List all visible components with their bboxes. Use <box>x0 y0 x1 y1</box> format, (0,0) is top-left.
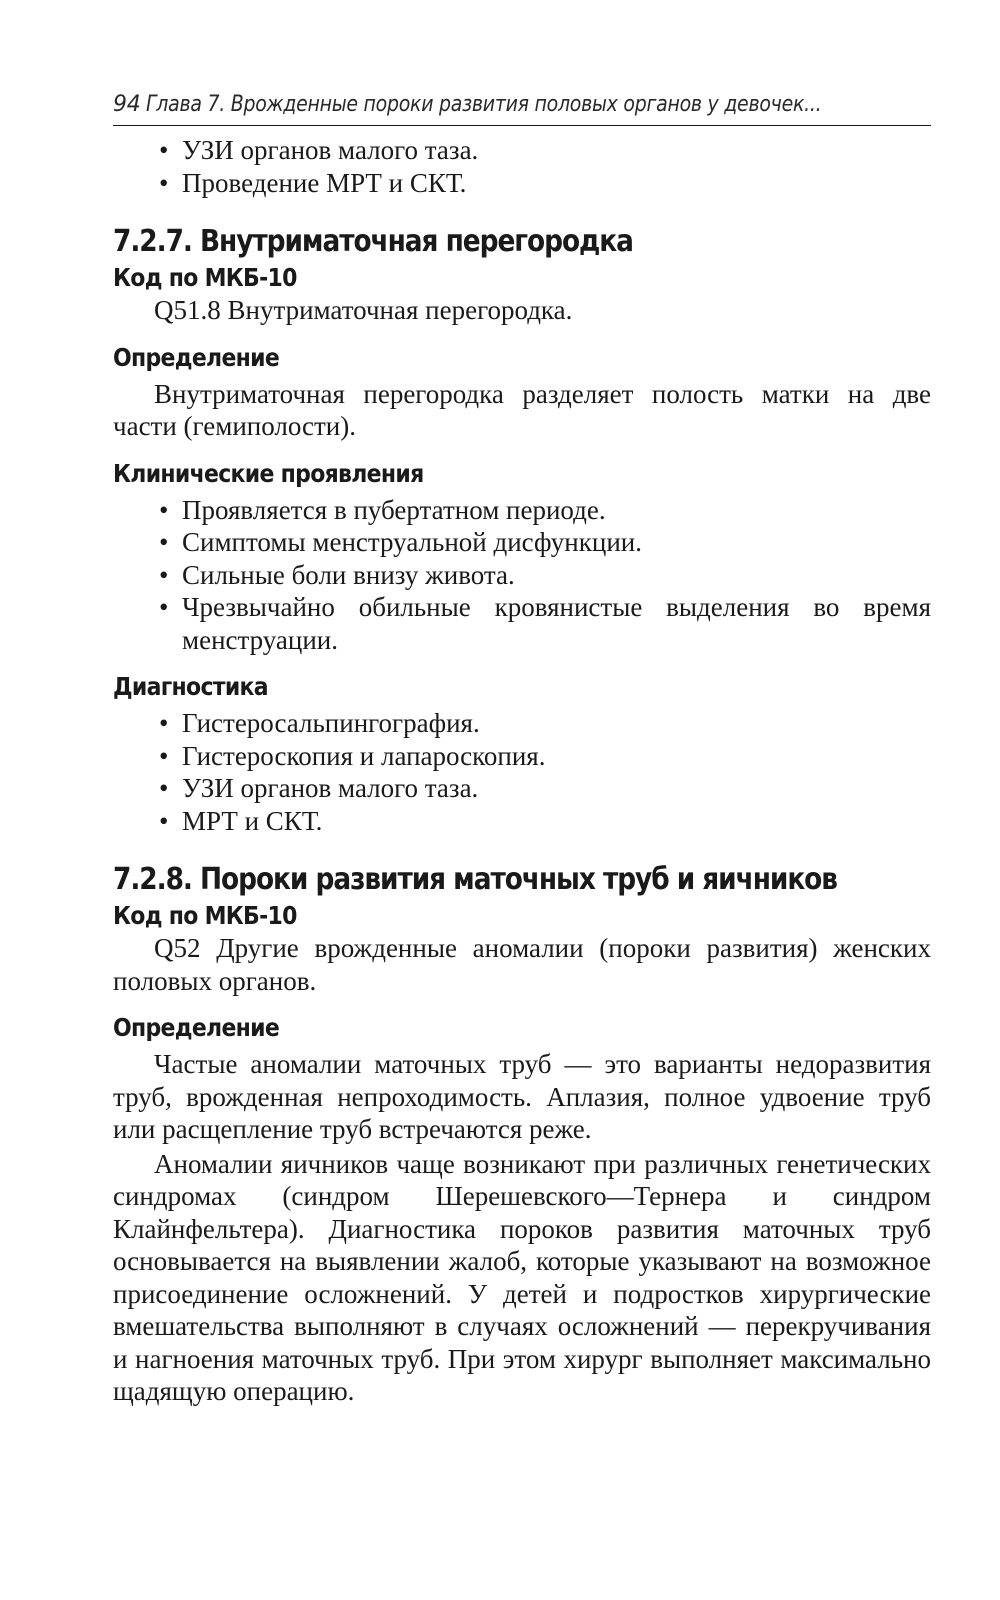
list-item: • Чрезвычайно обильные кровянистые выделения во время менструации. <box>113 591 931 656</box>
book-page <box>113 92 931 1408</box>
section-728-paragraph-1: Частые аномалии маточных труб — это варианты недоразвития труб, врожденная непроходимость. Аплазия, полное удвоение труб или расщепление труб встречаются реже. <box>113 1049 931 1144</box>
section-727-title: 7.2.7. Внутриматочная перегородка <box>113 224 633 259</box>
section-727-code-text: Q51.8 Внутриматочная перегородка. <box>154 295 573 325</box>
list-item: • Гистеросальпингография. <box>113 707 931 740</box>
diagnostics-bullet-list <box>113 707 931 837</box>
section-727-definition-heading: Определение <box>113 342 280 372</box>
clinical-bullet-list <box>113 494 931 657</box>
section-727-clinical-heading: Клинические проявления <box>113 458 424 488</box>
list-item: • МРТ и СКТ. <box>113 805 931 838</box>
list-item: • УЗИ органов малого таза. <box>113 134 931 167</box>
list-item: • Симптомы менструальной дисфункции. <box>113 526 931 559</box>
running-title: Глава 7. Врожденные пороки развития половых органов у девочек... <box>145 92 822 117</box>
section-728-title: 7.2.8. Пороки развития маточных труб и яичников <box>113 862 837 897</box>
section-727-diagnostics-heading: Диагностика <box>113 672 268 701</box>
list-item: • УЗИ органов малого таза. <box>113 772 931 805</box>
intro-bullet-list <box>113 134 931 199</box>
section-728-paragraph-2: Аномалии яичников чаще возникают при различных генетических синдромах (синдром Шерешевского—Тернера и синдром Клайнфельтера). Диагностика пороков развития маточных труб основывается на выявлении жалоб, которые указывают на возможное присоединение осложнений. У детей и подростков хирургические вмешательства выполняют в случаях осложнений — перекручивания и нагноения маточных труб. При этом хирург выполняет максимально щадящую операцию. <box>113 1148 931 1406</box>
list-item: • Гистероскопия и лапароскопия. <box>113 740 931 773</box>
section-728-definition-heading: Определение <box>113 1013 280 1042</box>
section-728-code-heading: Код по МКБ-10 <box>113 901 297 930</box>
running-header <box>113 92 931 126</box>
section-727-code-heading: Код по МКБ-10 <box>113 263 297 292</box>
list-item: • Сильные боли внизу живота. <box>113 559 931 592</box>
list-item: • Проявляется в пубертатном периоде. <box>113 494 931 527</box>
list-item: • Проведение МРТ и СКТ. <box>113 167 931 200</box>
section-728-code-text: Q52 Другие врожденные аномалии (пороки развития) женских половых органов. <box>113 933 931 996</box>
page-number: 94 <box>113 92 141 117</box>
section-727-definition-text: Внутриматочная перегородка разделяет полость матки на две части (гемиполости). <box>113 378 931 441</box>
